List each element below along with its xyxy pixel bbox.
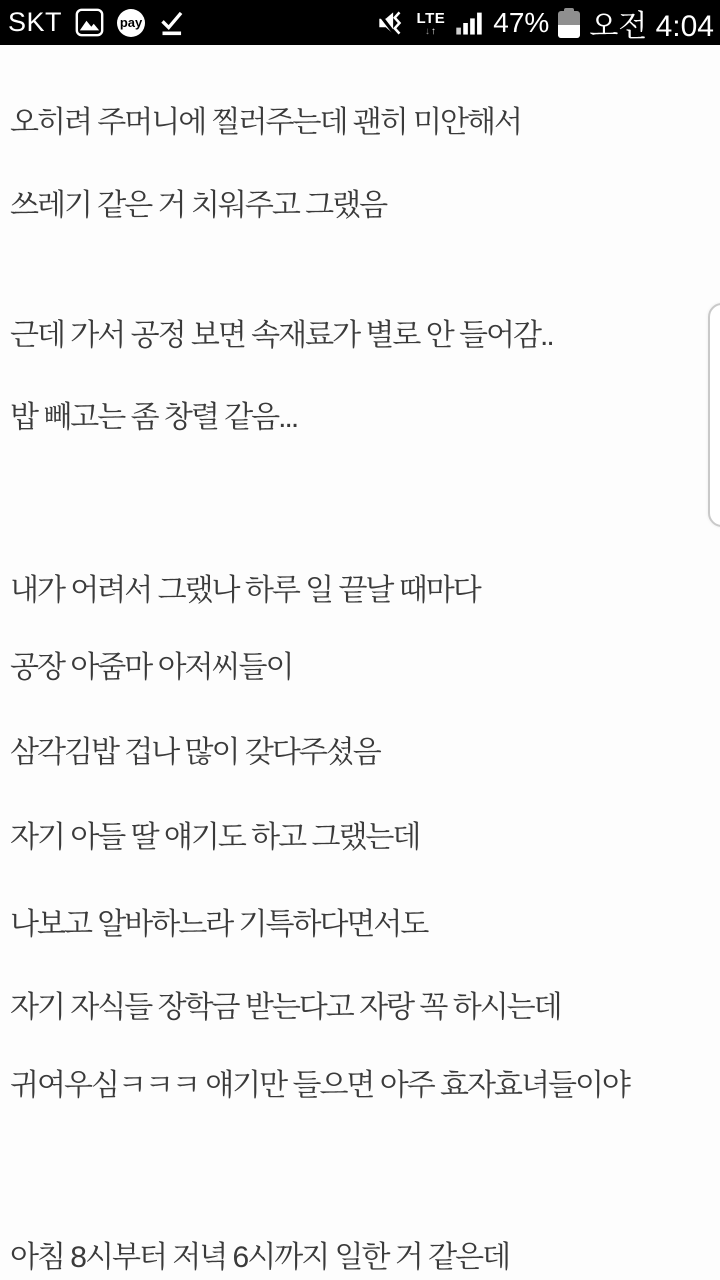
post-text-line: 내가 어려서 그랬나 하루 일 끝날 때마다 <box>10 574 480 607</box>
post-text-line: 공장 아줌마 아저씨들이 <box>10 651 293 684</box>
signal-strength-icon <box>454 8 484 38</box>
lte-data-arrows: ↓↑ <box>424 25 437 37</box>
carrier-label: SKT <box>8 7 63 37</box>
scroll-position-handle[interactable] <box>708 303 720 527</box>
lte-label: LTE <box>416 9 446 27</box>
status-bar-left <box>8 0 185 45</box>
post-text-line: 자기 아들 딸 얘기도 하고 그랬는데 <box>10 821 420 854</box>
vibrate-mute-icon <box>374 6 408 40</box>
battery-fill <box>558 25 580 38</box>
status-bar-clock: 오전 4:04 <box>589 9 714 43</box>
post-text-line: 삼각김밥 겁나 많이 갖다주셨음 <box>10 736 380 769</box>
post-text-line: 나보고 알바하느라 기특하다면서도 <box>10 908 428 941</box>
battery-icon <box>558 8 580 38</box>
post-body <box>0 45 720 1280</box>
post-text-line: 자기 자식들 장학금 받는다고 자랑 꼭 하시는데 <box>10 991 561 1024</box>
post-text-line: 밥 빼고는 좀 창렬 같음... <box>10 401 298 434</box>
samsung-pay-icon <box>117 9 145 37</box>
check-underline-icon <box>158 9 185 36</box>
post-text-line: 귀여우심ㅋㅋㅋ 얘기만 들으면 아주 효자효녀들이야 <box>10 1069 629 1102</box>
status-bar <box>0 0 720 45</box>
post-text-line: 근데 가서 공정 보면 속재료가 별로 안 들어감.. <box>10 319 553 352</box>
post-text-line: 아침 8시부터 저녁 6시까지 일한 거 같은데 <box>10 1241 510 1274</box>
battery-percent-label: 47% <box>493 6 550 38</box>
lte-icon <box>417 11 446 37</box>
post-text-line: 쓰레기 같은 거 치워주고 그랬음 <box>10 189 387 222</box>
status-bar-right <box>374 0 714 45</box>
gallery-icon <box>75 8 104 37</box>
post-text-line: 오히려 주머니에 찔러주는데 괜히 미안해서 <box>10 106 521 139</box>
samsung-pay-label: pay <box>119 15 143 30</box>
